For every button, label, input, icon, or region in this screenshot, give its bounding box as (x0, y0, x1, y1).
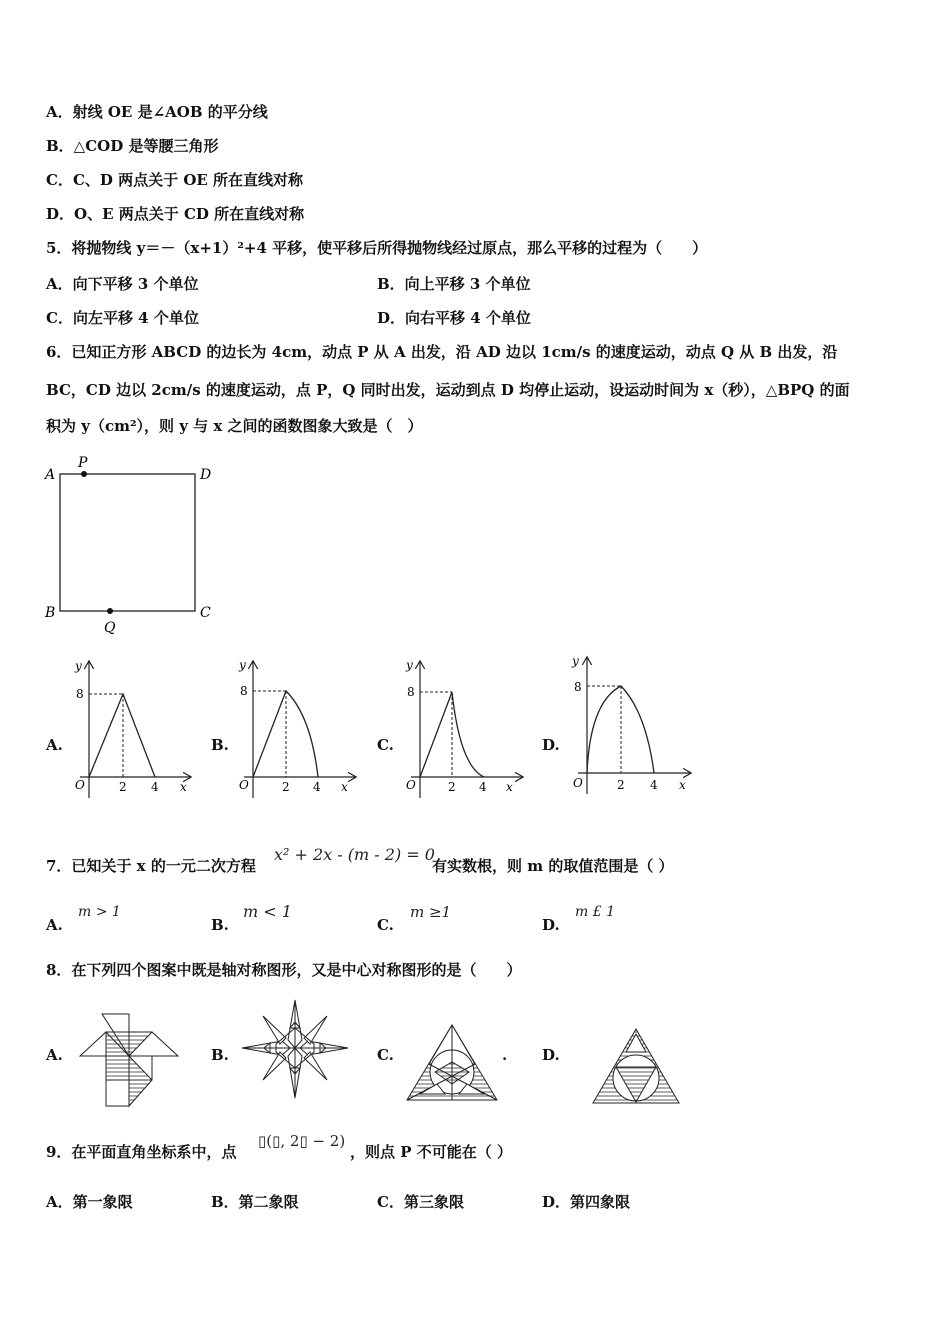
q4-option-a: A．射线 OE 是∠AOB 的平分线 (46, 103, 268, 121)
q7-option-b-value: m < 1 (243, 902, 292, 921)
q5-option-b: B．向上平移 3 个单位 (377, 275, 531, 293)
svg-text:8: 8 (240, 684, 248, 698)
svg-text:4: 4 (313, 780, 321, 794)
svg-text:y: y (75, 659, 82, 673)
svg-text:4: 4 (650, 778, 658, 792)
label-q: Q (104, 620, 116, 636)
q9-stem-before: 9．在平面直角坐标系中，点 (46, 1143, 237, 1161)
q7-option-a-value: m > 1 (78, 904, 121, 920)
label-c: C (200, 605, 211, 621)
svg-text:8: 8 (407, 685, 415, 699)
q9-option-a: A．第一象限 (46, 1193, 133, 1211)
q7-option-d-value: m £ 1 (575, 904, 615, 920)
graph-d-curve (587, 686, 654, 773)
q9-option-b: B．第二象限 (211, 1193, 299, 1211)
q8-option-a-label: A. (46, 1046, 63, 1064)
q7-option-b-label: B. (211, 916, 229, 934)
q8-separator-dot: . (502, 1046, 508, 1064)
q6-option-d-label: D. (542, 736, 560, 754)
q7-equation: x² + 2x - (m - 2) = 0 (274, 845, 435, 864)
q5-option-a: A．向下平移 3 个单位 (46, 275, 199, 293)
q4-option-c: C．C、D 两点关于 OE 所在直线对称 (46, 171, 304, 189)
label-p: P (78, 455, 88, 471)
svg-text:4: 4 (151, 780, 159, 794)
pinwheel-pattern (78, 1010, 180, 1110)
label-b: B (45, 605, 56, 621)
q7-stem-before: 7．已知关于 x 的一元二次方程 (46, 857, 256, 875)
graph-c (398, 656, 528, 806)
triangle-circle-pattern-c (405, 1022, 500, 1104)
q8-option-b-label: B. (211, 1046, 229, 1064)
svg-text:y: y (406, 658, 413, 672)
q8-option-c-label: C. (377, 1046, 394, 1064)
q6-option-c-label: C. (377, 736, 394, 754)
svg-text:8: 8 (574, 680, 582, 694)
q9-option-d: D．第四象限 (542, 1193, 631, 1211)
q5-option-c: C．向左平移 4 个单位 (46, 309, 199, 327)
svg-text:O: O (75, 778, 85, 792)
svg-text:2: 2 (282, 780, 290, 794)
q6-stem-line-1: 6．已知正方形 ABCD 的边长为 4cm，动点 P 从 A 出发，沿 AD 边以 1cm/s 的速度运动，动点 Q 从 B 出发，沿 (46, 343, 838, 361)
svg-text:x: x (679, 778, 686, 792)
svg-text:2: 2 (448, 780, 456, 794)
svg-text:x: x (506, 780, 513, 794)
svg-text:2: 2 (617, 778, 625, 792)
q7-option-a-label: A. (46, 916, 63, 934)
graph-b (231, 656, 361, 806)
compass-star-pattern (240, 998, 350, 1100)
q7-option-c-value: m ≥1 (410, 903, 452, 921)
q6-option-b-label: B. (211, 736, 229, 754)
label-d: D (200, 467, 212, 483)
q4-option-b: B．△COD 是等腰三角形 (46, 137, 219, 155)
q5-option-d: D．向右平移 4 个单位 (377, 309, 531, 327)
svg-text:y: y (239, 658, 246, 672)
q7-option-c-label: C. (377, 916, 394, 934)
q4-option-d: D．O、E 两点关于 CD 所在直线对称 (46, 205, 305, 223)
q8-stem: 8．在下列四个图案中既是轴对称图形，又是中心对称图形的是（ ） (46, 961, 522, 979)
svg-text:O: O (406, 778, 416, 792)
q9-stem-after: ，则点 P 不可能在（ ） (350, 1143, 512, 1161)
q9-point-formula: ▯(▯, 2▯ − 2) (258, 1132, 346, 1150)
q6-option-a-label: A. (46, 736, 63, 754)
svg-text:4: 4 (479, 780, 487, 794)
square-abcd-figure (40, 455, 230, 640)
q5-stem: 5．将抛物线 y＝－（x+1）²+4 平移，使平移后所得抛物线经过原点，那么平移的过程为（ ） (46, 239, 708, 257)
svg-text:y: y (572, 654, 579, 668)
svg-text:x: x (341, 780, 348, 794)
triangle-circle-pattern-d (590, 1026, 682, 1106)
q9-option-c: C．第三象限 (377, 1193, 464, 1211)
q8-option-d-label: D. (542, 1046, 560, 1064)
graph-d (566, 652, 696, 802)
graph-a-curve (89, 694, 155, 777)
point-p-dot (81, 471, 87, 477)
svg-text:O: O (239, 778, 249, 792)
q6-stem-line-2: BC，CD 边以 2cm/s 的速度运动，点 P，Q 同时出发，运动到点 D 均停止运动，设运动时间为 x（秒），△BPQ 的面 (46, 381, 850, 399)
svg-text:O: O (573, 776, 583, 790)
label-a: A (45, 467, 56, 483)
point-q-dot (107, 608, 113, 614)
svg-text:x: x (180, 780, 187, 794)
graph-a (66, 656, 196, 806)
svg-text:8: 8 (76, 687, 84, 701)
svg-text:2: 2 (119, 780, 127, 794)
q6-stem-line-3: 积为 y（cm²），则 y 与 x 之间的函数图象大致是（ ） (46, 417, 423, 435)
q7-option-d-label: D. (542, 916, 560, 934)
q7-stem-after: 有实数根，则 m 的取值范围是（ ） (432, 857, 674, 875)
